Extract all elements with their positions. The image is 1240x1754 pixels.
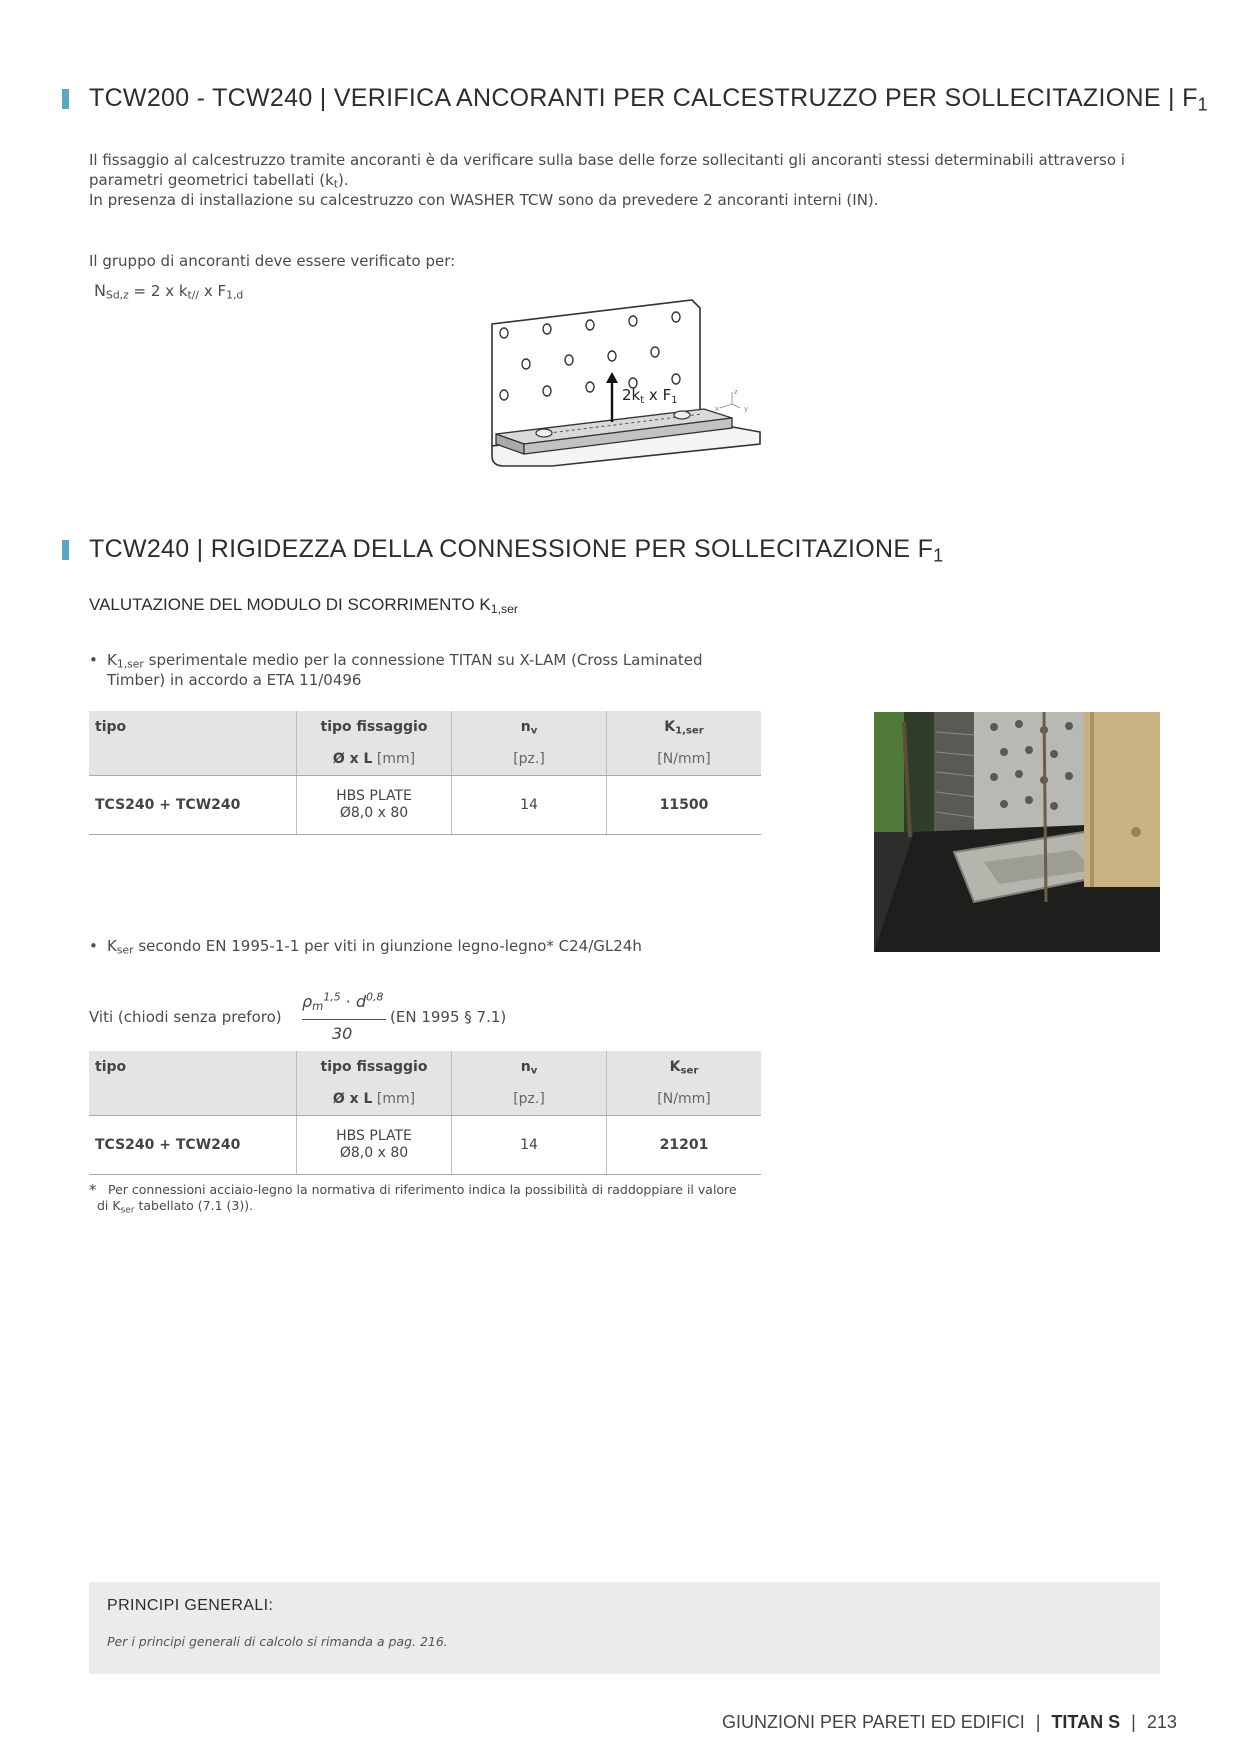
th-nv: $n_v$ bbox=[452, 711, 607, 743]
cell-tipo: TCS240 + TCW240 bbox=[89, 776, 297, 835]
intro-line-3: In presenza di installazione su calcestruzzo con WASHER TCW sono da prevedere 2 ancoranti interni (IN). bbox=[89, 191, 879, 209]
anchor-hole-icon bbox=[536, 429, 552, 437]
section-marker bbox=[62, 89, 69, 109]
footer-section: GIUNZIONI PER PARETI ED EDIFICI bbox=[722, 1712, 1025, 1732]
unit-fissaggio: Ø x L [mm] bbox=[297, 1083, 452, 1116]
fraction-bar bbox=[302, 1019, 386, 1020]
principles-title: PRINCIPI GENERALI: bbox=[107, 1597, 274, 1614]
unit-nv: [pz.] bbox=[452, 1083, 607, 1116]
intro-line-2: parametri geometrici tabellati $(k_t)$. bbox=[89, 171, 349, 191]
formula-numerator: $\rho_m^{1,5} \cdot d^{0,8}$ bbox=[302, 990, 384, 1013]
footnote: * Per connessioni acciaio-legno la normativa di riferimento indica la possibilità di raddoppiare il valore di $K_{ser}$ tabellato (7.1 (3)). bbox=[89, 1181, 737, 1216]
cell-tipo: TCS240 + TCW240 bbox=[89, 1116, 297, 1175]
th-fissaggio: tipo fissaggio bbox=[297, 1051, 452, 1083]
section-1-intro bbox=[89, 150, 1164, 210]
section-2-title: TCW240 | RIGIDEZZA DELLA CONNESSIONE PER SOLLECITAZIONE $F_1$ bbox=[89, 535, 944, 566]
th-nv: $n_v$ bbox=[452, 1051, 607, 1083]
cell-kser: 21201 bbox=[607, 1116, 762, 1175]
table-kser bbox=[89, 1051, 761, 1175]
axis-y-label: y bbox=[744, 405, 749, 413]
formula-denominator: 30 bbox=[332, 1024, 353, 1043]
force-label: $2k_t$ x $F_1$ bbox=[622, 386, 678, 406]
th-tipo: tipo bbox=[89, 711, 297, 743]
screws-label: Viti (chiodi senza preforo) bbox=[89, 1008, 282, 1026]
footer-brand: TITAN S bbox=[1051, 1712, 1121, 1732]
axis-x-label: x bbox=[715, 405, 720, 413]
section-1-title: TCW200 - TCW240 | VERIFICA ANCORANTI PER CALCESTRUZZO PER SOLLECITAZIONE | $F_1$ bbox=[89, 84, 1208, 115]
unit-fissaggio: Ø x L [mm] bbox=[297, 743, 452, 776]
th-kser: $K_{ser}$ bbox=[607, 1051, 762, 1083]
unit-nv: [pz.] bbox=[452, 743, 607, 776]
table-k1ser bbox=[89, 711, 761, 835]
cell-nv: 14 bbox=[452, 776, 607, 835]
cell-nv: 14 bbox=[452, 1116, 607, 1175]
bullet-kser: • $K_{ser}$ secondo EN 1995-1-1 per viti in giunzione legno-legno* C24/GL24h bbox=[89, 937, 642, 957]
formula-reference: (EN 1995 § 7.1) bbox=[390, 1008, 507, 1026]
unit-k: [N/mm] bbox=[607, 743, 762, 776]
bullet-dot: • bbox=[89, 937, 98, 955]
principles-box bbox=[89, 1582, 1160, 1674]
bullet-dot: • bbox=[89, 651, 98, 669]
bullet-k1ser: • $K_{1,ser}$ sperimentale medio per la connessione TITAN su X-LAM (Cross Laminated Timber) in accordo a ETA 11/0496 bbox=[89, 651, 703, 689]
th-fissaggio: tipo fissaggio bbox=[297, 711, 452, 743]
table-row bbox=[89, 1116, 761, 1175]
cell-fissaggio: HBS PLATE Ø8,0 x 80 bbox=[297, 1116, 452, 1175]
table-row bbox=[89, 776, 761, 835]
page-footer: GIUNZIONI PER PARETI ED EDIFICI | TITAN S | 213 bbox=[722, 1712, 1177, 1732]
section-marker bbox=[62, 540, 69, 560]
bracket-diagram bbox=[482, 296, 762, 472]
page-number: 213 bbox=[1146, 1712, 1177, 1732]
th-k1ser: $K_{1,ser}$ bbox=[607, 711, 762, 743]
axis-z-label: z bbox=[734, 388, 738, 396]
th-tipo: tipo bbox=[89, 1051, 297, 1083]
installation-photo bbox=[874, 712, 1160, 952]
group-label: Il gruppo di ancoranti deve essere verificato per: bbox=[89, 252, 456, 270]
unit-k: [N/mm] bbox=[607, 1083, 762, 1116]
principles-text: Per i principi generali di calcolo si rimanda a pag. 216. bbox=[107, 1634, 448, 1649]
cell-fissaggio: HBS PLATE Ø8,0 x 80 bbox=[297, 776, 452, 835]
cell-k1ser: 11500 bbox=[607, 776, 762, 835]
anchor-hole-icon bbox=[674, 411, 690, 419]
section-2-subtitle: VALUTAZIONE DEL MODULO DI SCORRIMENTO $K_{1,ser}$ bbox=[89, 595, 518, 617]
intro-line-1: Il fissaggio al calcestruzzo tramite ancoranti è da verificare sulla base delle forze sollecitanti gli ancoranti stessi determinabili attraverso i bbox=[89, 151, 1125, 169]
anchor-formula: $N_{Sd,z} = 2$ x $k_{t//}$ x $F_{1,d}$ bbox=[94, 281, 244, 302]
